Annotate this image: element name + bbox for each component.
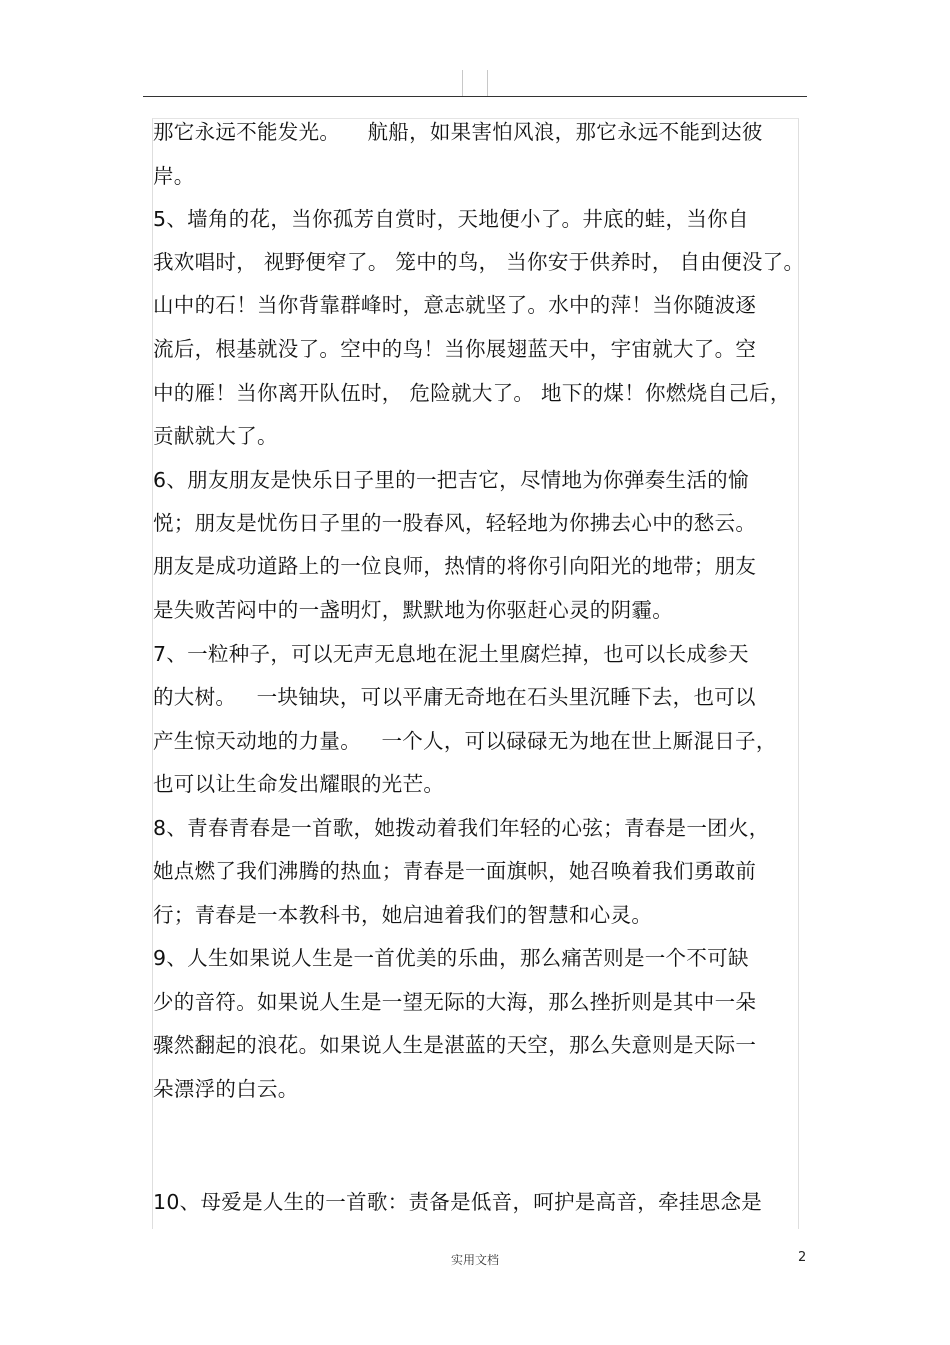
text-line: 悦；朋友是忧伤日子里的一股春风，轻轻地为你拂去心中的愁云。	[153, 511, 757, 535]
text-line: 少的音符。如果说人生是一望无际的大海，那么挫折则是其中一朵	[153, 990, 757, 1014]
text-line: 9、人生如果说人生是一首优美的乐曲，那么痛苦则是一个不可缺	[153, 946, 749, 970]
text-line: 朋友是成功道路上的一位良师，热情的将你引向阳光的地带；朋友	[153, 554, 757, 578]
text-line: 朵漂浮的白云。	[153, 1077, 299, 1101]
text-line: 也可以让生命发出耀眼的光芒。	[153, 772, 445, 796]
text-line: 5、墙角的花，当你孤芳自赏时，天地便小了。井底的蛙，当你自	[153, 207, 749, 231]
text-line: 山中的石！当你背靠群峰时，意志就坚了。水中的萍！当你随波逐	[153, 293, 757, 317]
header-tick-right	[487, 70, 488, 96]
text-line: 产生惊天动地的力量。 一个人，可以碌碌无为地在世上厮混日子，	[153, 729, 777, 753]
header-tick-left	[462, 70, 463, 96]
text-line: 中的雁！当你离开队伍时， 危险就大了。 地下的煤！你燃烧自己后，	[153, 381, 791, 405]
text-line: 骤然翻起的浪花。如果说人生是湛蓝的天空，那么失意则是天际一	[153, 1033, 757, 1057]
page-number: 2	[798, 1250, 807, 1265]
text-line: 8、青春青春是一首歌，她拨动着我们年轻的心弦；青春是一团火，	[153, 816, 770, 840]
text-line: 的大树。 一块铀块，可以平庸无奇地在石头里沉睡下去，也可以	[153, 685, 756, 709]
text-line: 行；青春是一本教科书，她启迪着我们的智慧和心灵。	[153, 903, 653, 927]
text-line: 6、朋友朋友是快乐日子里的一把吉它，尽情地为你弹奏生活的愉	[153, 468, 749, 492]
text-frame	[152, 118, 799, 1229]
text-line: 她点燃了我们沸腾的热血；青春是一面旗帜，她召唤着我们勇敢前	[153, 859, 757, 883]
text-line: 我欢唱时， 视野便窄了。 笼中的鸟， 当你安于供养时， 自由便没了。	[153, 250, 805, 274]
text-line: 7、一粒种子，可以无声无息地在泥土里腐烂掉，也可以长成参天	[153, 642, 749, 666]
text-line: 流后，根基就没了。空中的鸟！当你展翅蓝天中，宇宙就大了。空	[153, 337, 757, 361]
text-line: 是失败苦闷中的一盏明灯，默默地为你驱赶心灵的阴霾。	[153, 598, 673, 622]
header-rule	[143, 96, 807, 97]
text-line: 10、母爱是人生的一首歌：责备是低音，呵护是高音，牵挂思念是	[153, 1190, 763, 1214]
text-line: 岸。	[153, 164, 195, 188]
text-line: 那它永远不能发光。 航船，如果害怕风浪，那它永远不能到达彼	[153, 120, 763, 144]
text-line: 贡献就大了。	[153, 424, 278, 448]
footer-label: 实用文档	[450, 1253, 499, 1267]
